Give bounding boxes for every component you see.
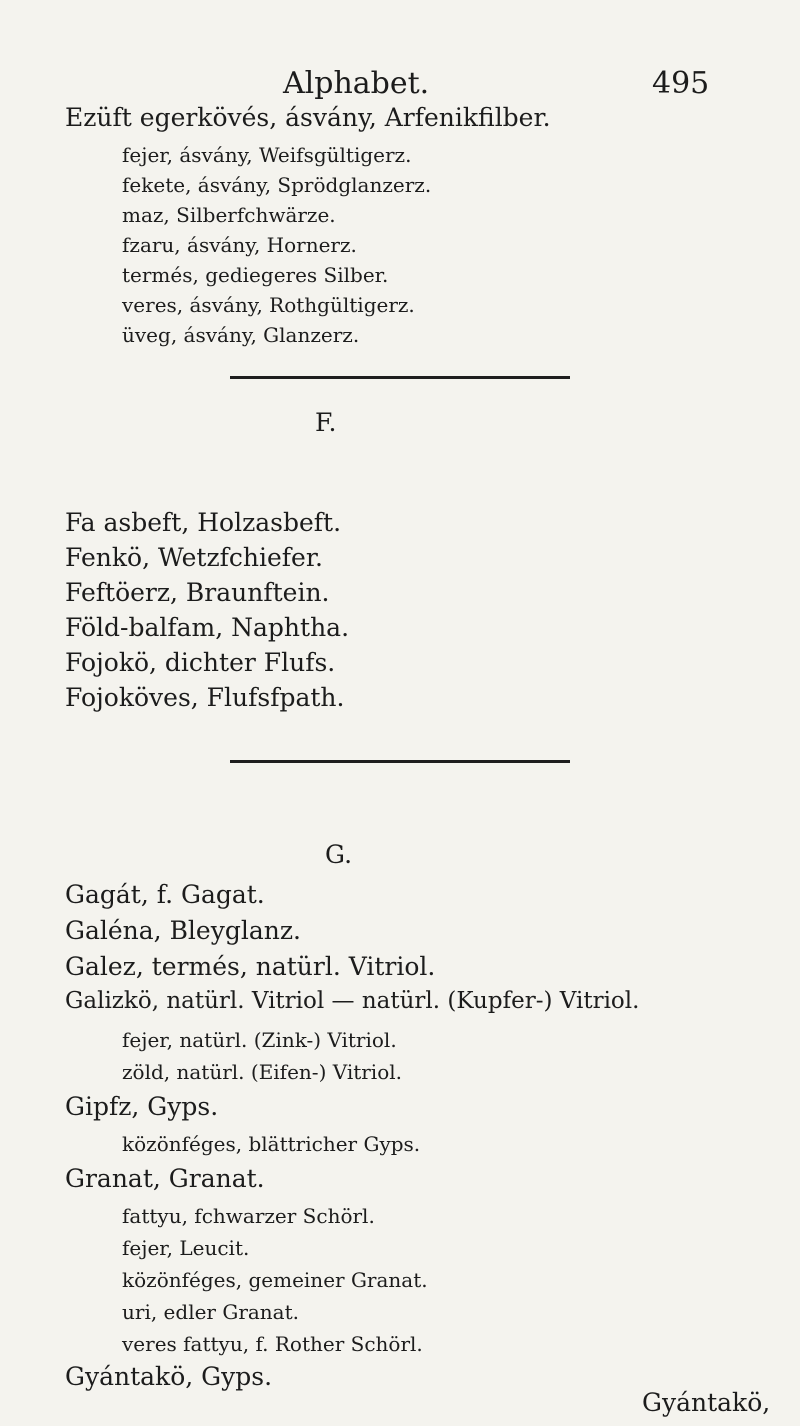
page-number: 495 xyxy=(652,66,710,101)
subentry-kozonfeges-gyps: közönféges, blättricher Gyps. xyxy=(122,1132,421,1156)
subentry-fejer-vitriol: fejer, natürl. (Zink-) Vitriol. xyxy=(122,1028,397,1052)
entry-gipfz: Gipfz, Gyps. xyxy=(65,1092,219,1121)
section-letter-g: G. xyxy=(325,840,353,869)
subentry-fejer-leucit: fejer, Leucit. xyxy=(122,1236,250,1260)
section-divider xyxy=(230,760,570,763)
entry-fa-asbeft: Fa asbeft, Holzasbeft. xyxy=(65,508,342,537)
entry-granat: Granat, Granat. xyxy=(65,1164,265,1193)
entry-fojokoves: Fojoköves, Flufsfpath. xyxy=(65,683,345,712)
subentry-kozonfeges-granat: közönféges, gemeiner Granat. xyxy=(122,1268,428,1292)
subentry-uri: uri, edler Granat. xyxy=(122,1300,300,1324)
entry-fenko: Fenkö, Wetzfchiefer. xyxy=(65,543,323,572)
subentry-termes: termés, gediegeres Silber. xyxy=(122,263,389,287)
subentry-fejer-asvany: fejer, ásvány, Weifsgültigerz. xyxy=(122,143,412,167)
entry-gagat: Gagát, f. Gagat. xyxy=(65,880,265,909)
entry-ezust-egerkoves: Ezüft egerkövés, ásvány, Arfenikfilber. xyxy=(65,103,551,132)
section-divider xyxy=(230,376,570,379)
subentry-veres-asvany: veres, ásvány, Rothgültigerz. xyxy=(122,293,415,317)
entry-feftoerz: Feftöerz, Braunftein. xyxy=(65,578,330,607)
entry-fojoko: Fojokö, dichter Flufs. xyxy=(65,648,336,677)
entry-galena: Galéna, Bleyglanz. xyxy=(65,916,301,945)
subentry-fzaru-asvany: fzaru, ásvány, Hornerz. xyxy=(122,233,357,257)
subentry-fekete-asvany: fekete, ásvány, Sprödglanzerz. xyxy=(122,173,432,197)
entry-fold-balfam: Föld-balfam, Naphtha. xyxy=(65,613,350,642)
subentry-maz: maz, Silberfchwärze. xyxy=(122,203,336,227)
entry-gyantako: Gyántakö, Gyps. xyxy=(65,1362,273,1391)
entry-galez: Galez, termés, natürl. Vitriol. xyxy=(65,952,436,981)
running-header-title: Alphabet. xyxy=(283,66,430,101)
section-letter-f: F. xyxy=(315,408,337,437)
subentry-zold-vitriol: zöld, natürl. (Eifen-) Vitriol. xyxy=(122,1060,402,1084)
subentry-uveg-asvany: üveg, ásvány, Glanzerz. xyxy=(122,323,360,347)
subentry-veres-fattyu: veres fattyu, f. Rother Schörl. xyxy=(122,1332,423,1356)
catchword: Gyántakö, xyxy=(642,1388,771,1417)
entry-galizko: Galizkö, natürl. Vitriol — natürl. (Kupfer-) Vitriol. xyxy=(65,988,640,1014)
subentry-fattyu: fattyu, fchwarzer Schörl. xyxy=(122,1204,375,1228)
